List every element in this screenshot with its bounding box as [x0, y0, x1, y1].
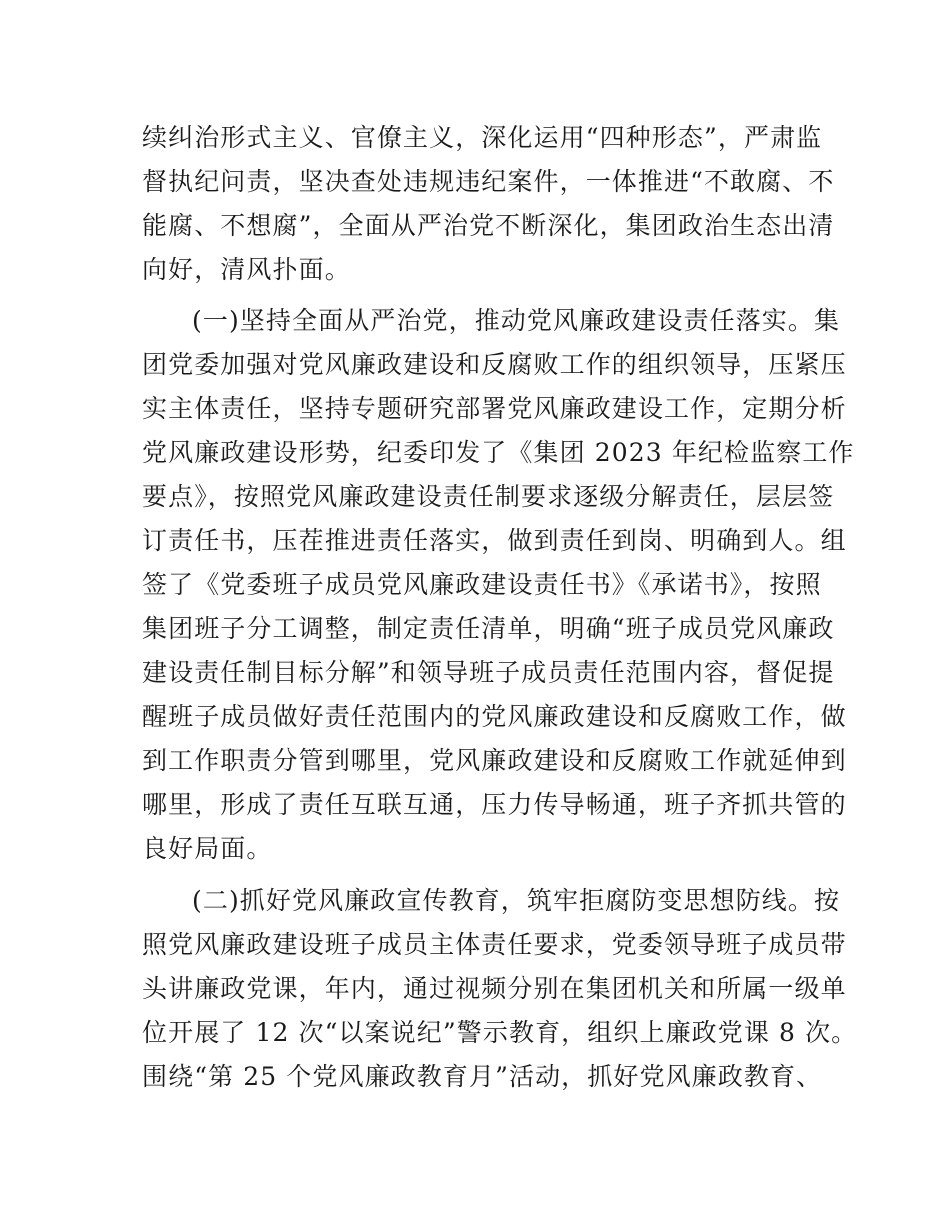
paragraph-line: 向好，清风扑面。: [142, 255, 351, 284]
paragraph-line: 实主体责任，坚持专题研究部署党风廉政建设工作，定期分析: [142, 394, 847, 423]
paragraph-line: 党风廉政建设形势，纪委印发了《集团 2023 年纪检监察工作: [142, 438, 855, 467]
paragraph-line: 照党风廉政建设班子成员主体责任要求，党委领导班子成员带: [142, 930, 847, 959]
paragraph-line: 集团班子分工调整，制定责任清单，明确“班子成员党风廉政: [142, 614, 835, 643]
section-heading-line: (二)抓好党风廉政宣传教育，筑牢拒腐防变思想防线。按: [192, 886, 841, 915]
paragraph-line: 头讲廉政党课，年内，通过视频分别在集团机关和所属一级单: [142, 974, 847, 1003]
paragraph-line: 签了《党委班子成员党风廉政建设责任书》《承诺书》，按照: [142, 570, 822, 599]
paragraph-line: 醒班子成员做好责任范围内的党风廉政建设和反腐败工作，做: [142, 702, 847, 731]
section-heading-line: (一)坚持全面从严治党，推动党风廉政建设责任落实。集: [192, 306, 841, 335]
paragraph-line: 订责任书，压茬推进责任落实，做到责任到岗、明确到人。组: [142, 526, 847, 555]
paragraph-line: 团党委加强对党风廉政建设和反腐败工作的组织领导，压紧压: [142, 350, 847, 379]
paragraph-line: 良好局面。: [142, 834, 273, 863]
paragraph-line: 哪里，形成了责任互联互通，压力传导畅通，班子齐抓共管的: [142, 790, 847, 819]
paragraph-line: 能腐、不想腐”，全面从严治党不断深化，集团政治生态出清: [142, 211, 835, 240]
paragraph-line: 围绕“第 25 个党风廉政教育月”活动，抓好党风廉政教育、: [142, 1062, 823, 1091]
paragraph-line: 建设责任制目标分解”和领导班子成员责任范围内容，督促提: [142, 658, 835, 687]
paragraph-line: 位开展了 12 次“以案说纪”警示教育，组织上廉政党课 8 次。: [142, 1018, 858, 1047]
paragraph-line: 督执纪问责，坚决查处违规违纪案件，一体推进“不敢腐、不: [142, 167, 835, 196]
paragraph-line: 到工作职责分管到哪里，党风廉政建设和反腐败工作就延伸到: [142, 746, 847, 775]
paragraph-line: 要点》，按照党风廉政建设责任制要求逐级分解责任，层层签: [142, 482, 835, 511]
paragraph-line: 续纠治形式主义、官僚主义，深化运用“四种形态”，严肃监: [142, 123, 823, 152]
